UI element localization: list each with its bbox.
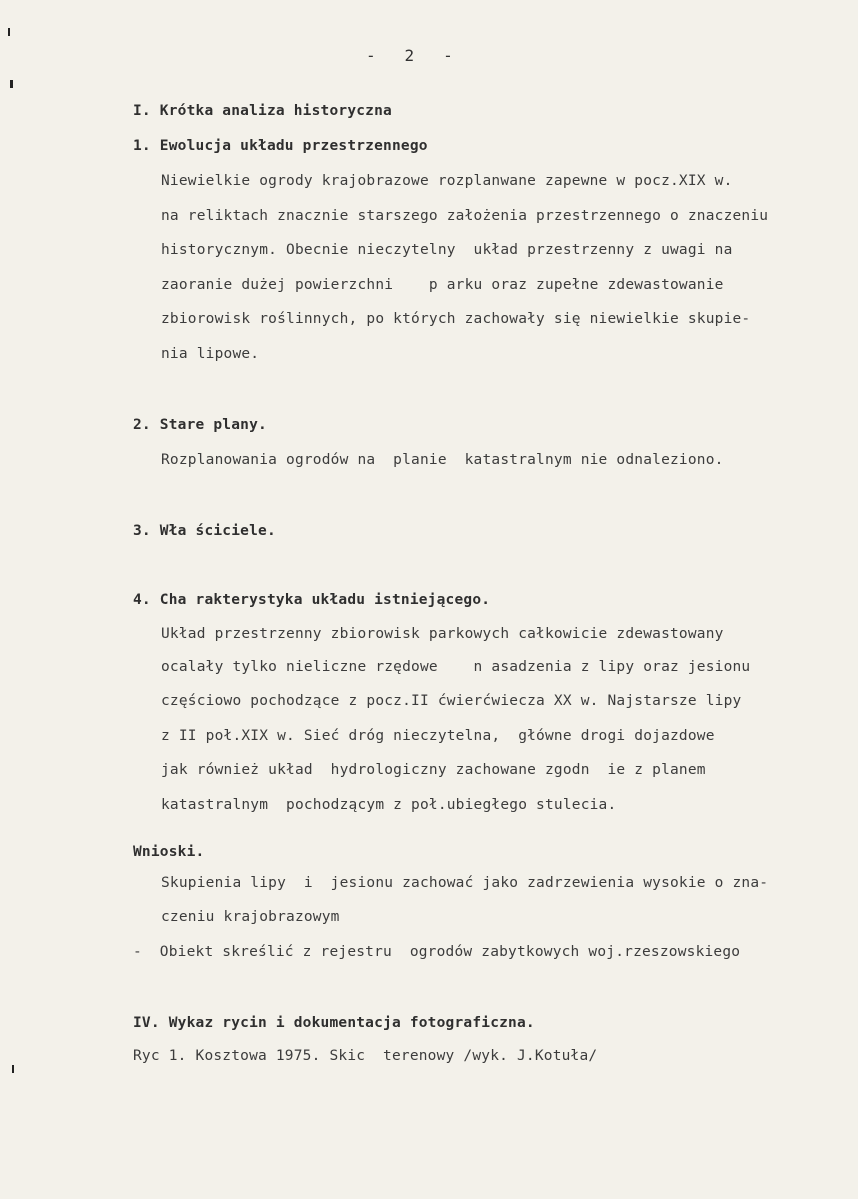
paragraph-line: zaoranie dużej powierzchni p arku oraz zupełne zdewastowanie — [161, 277, 724, 293]
section-heading-historical-analysis: I. Krótka analiza historyczna — [133, 103, 392, 119]
subsection-heading-existing-layout: 4. Cha rakterystyka układu istniejącego. — [133, 592, 491, 608]
paragraph-line: jak również układ hydrologiczny zachowane zgodn ie z planem — [161, 762, 706, 778]
paragraph-line: Niewielkie ogrody krajobrazowe rozplanwane zapewne w pocz.XIX w. — [161, 173, 733, 189]
figure-entry: Ryc 1. Kosztowa 1975. Skic terenowy /wyk. J.Kotuła/ — [133, 1048, 598, 1064]
subsection-heading-old-plans: 2. Stare plany. — [133, 417, 267, 433]
paragraph-line: nia lipowe. — [161, 346, 260, 362]
paragraph-line: na reliktach znacznie starszego założenia przestrzennego o znaczeniu — [161, 208, 769, 224]
paragraph-line: Rozplanowania ogrodów na planie katastralnym nie odnaleziono. — [161, 452, 724, 468]
punch-mark-top — [8, 28, 10, 36]
punch-mark-lower — [12, 1065, 14, 1073]
punch-mark-upper — [10, 80, 13, 88]
paragraph-line: Układ przestrzenny zbiorowisk parkowych całkowicie zdewastowany — [161, 626, 724, 642]
paragraph-line: katastralnym pochodzącym z poł.ubiegłego stulecia. — [161, 797, 617, 813]
paragraph-line: częściowo pochodzące z pocz.II ćwierćwiecza XX w. Najstarsze lipy — [161, 693, 742, 709]
paragraph-line: czeniu krajobrazowym — [161, 909, 340, 925]
paragraph-line: - Obiekt skreślić z rejestru ogrodów zabytkowych woj.rzeszowskiego — [133, 944, 741, 960]
section-heading-figures-list: IV. Wykaz rycin i dokumentacja fotograficzna. — [133, 1015, 535, 1031]
conclusions-heading: Wnioski. — [133, 844, 205, 860]
paragraph-line: z II poł.XIX w. Sieć dróg nieczytelna, główne drogi dojazdowe — [161, 728, 715, 744]
paragraph-line: historycznym. Obecnie nieczytelny układ przestrzenny z uwagi na — [161, 242, 733, 258]
page-number: - 2 - — [366, 46, 453, 65]
paragraph-line: zbiorowisk roślinnych, po których zachowały się niewielkie skupie- — [161, 311, 751, 327]
subsection-heading-owners: 3. Wła ściciele. — [133, 523, 276, 539]
paragraph-line: Skupienia lipy i jesionu zachować jako zadrzewienia wysokie o zna- — [161, 875, 769, 891]
subsection-heading-spatial-evolution: 1. Ewolucja układu przestrzennego — [133, 138, 428, 154]
paragraph-line: ocalały tylko nieliczne rzędowe n asadzenia z lipy oraz jesionu — [161, 659, 751, 675]
